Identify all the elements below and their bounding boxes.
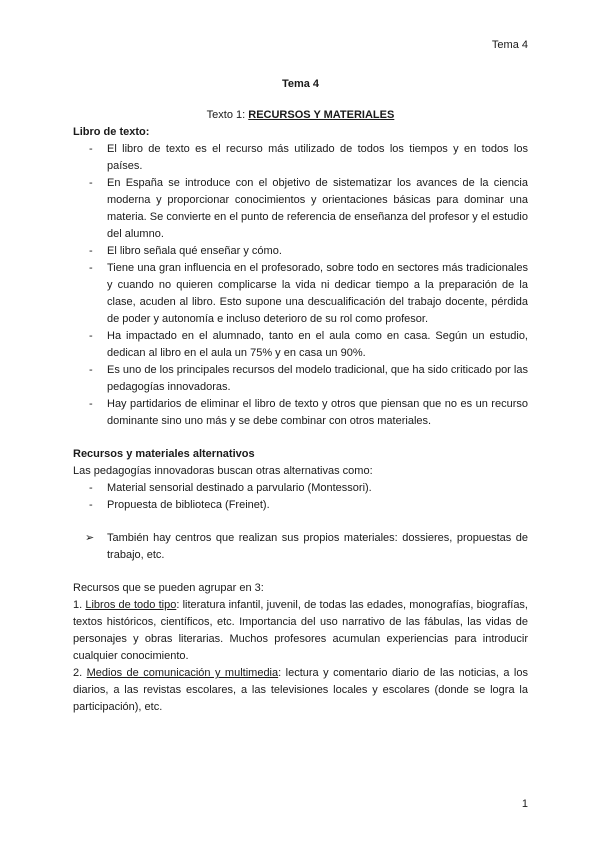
list-item: - En España se introduce con el objetivo de sistematizar los avances de la ciencia moderna y proporcionar conocimientos y orientaciones básicas para dominar una materia. Se convierte en el punto de referencia de enseñanza del profesor y el estudio del alumno. bbox=[73, 175, 528, 243]
subtitle-main: RECURSOS Y MATERIALES bbox=[248, 109, 395, 121]
document-subtitle bbox=[73, 107, 528, 124]
item-text: : literatura infantil, juvenil, de todas las edades, monografías, biografías, textos históricos, científicos, etc. Importancia del uso narrativo de las fábulas, las vidas de personajes y obras literarias. Muchos profesores acumulan experiencias para introducir cualquier conocimiento. bbox=[73, 599, 528, 662]
spacer bbox=[73, 430, 528, 446]
list-item: - El libro señala qué enseñar y cómo. bbox=[73, 243, 528, 260]
list-item: - Propuesta de biblioteca (Freinet). bbox=[73, 497, 528, 514]
item-number: 1. bbox=[73, 599, 86, 611]
arrow-bullet-icon: ➢ bbox=[85, 532, 95, 544]
section-heading-libro-de-texto: Libro de texto: bbox=[73, 126, 150, 138]
item-term: Libros de todo tipo bbox=[85, 599, 177, 611]
section-heading-recursos-alternativos: Recursos y materiales alternativos bbox=[73, 448, 255, 460]
list-item: - Hay partidarios de eliminar el libro de texto y otros que piensan que no es un recurso dominante sino uno más y se debe combinar con otros materiales. bbox=[73, 396, 528, 430]
arrow-bullet-item bbox=[73, 530, 528, 564]
list-item: - Ha impactado en el alumnado, tanto en el aula como en casa. Según un estudio, dedican al libro en el aula un 75% y en casa un 90%. bbox=[73, 328, 528, 362]
section-intro: Las pedagogías innovadoras buscan otras alternativas como: bbox=[73, 465, 373, 477]
list-item: - Tiene una gran influencia en el profesorado, sobre todo en sectores más tradicionales y cuando no quieren complicarse la vida ni dedicar tiempo a la preparación de la clase, acuden al libro. Esto supone una descualificación del trabajo docente, pérdida de poder y autonomía e incluso deterioro de su rol como profesor. bbox=[73, 260, 528, 328]
item-term: Medios de comunicación y multimedia bbox=[86, 667, 279, 679]
page-number: 1 bbox=[521, 798, 528, 810]
arrow-bullet-text: También hay centros que realizan sus propios materiales: dossieres, propuestas de trabajo, etc. bbox=[107, 532, 528, 561]
numbered-item bbox=[73, 597, 528, 665]
spacer bbox=[73, 564, 528, 580]
section-intro: Recursos que se pueden agrupar en 3: bbox=[73, 582, 264, 594]
running-header: Tema 4 bbox=[491, 39, 528, 51]
list-item: - Material sensorial destinado a parvulario (Montessori). bbox=[73, 480, 528, 497]
item-text: : lectura y comentario diario de las noticias, a los diarios, a las revistas escolares, a las televisiones locales y escolares (donde se logra la participación), etc. bbox=[73, 667, 528, 713]
item-number: 2. bbox=[73, 667, 87, 679]
alternativas-list bbox=[73, 480, 528, 514]
document-title: Tema 4 bbox=[281, 78, 320, 90]
document-body bbox=[73, 76, 528, 716]
list-item: - Es uno de los principales recursos del modelo tradicional, que ha sido criticado por las pedagogías innovadoras. bbox=[73, 362, 528, 396]
numbered-item bbox=[73, 665, 528, 716]
subtitle-prefix: Texto 1: bbox=[206, 109, 249, 121]
spacer bbox=[73, 514, 528, 530]
libro-de-texto-list bbox=[73, 141, 528, 430]
list-item: - El libro de texto es el recurso más utilizado de todos los tiempos y en todos los países. bbox=[73, 141, 528, 175]
